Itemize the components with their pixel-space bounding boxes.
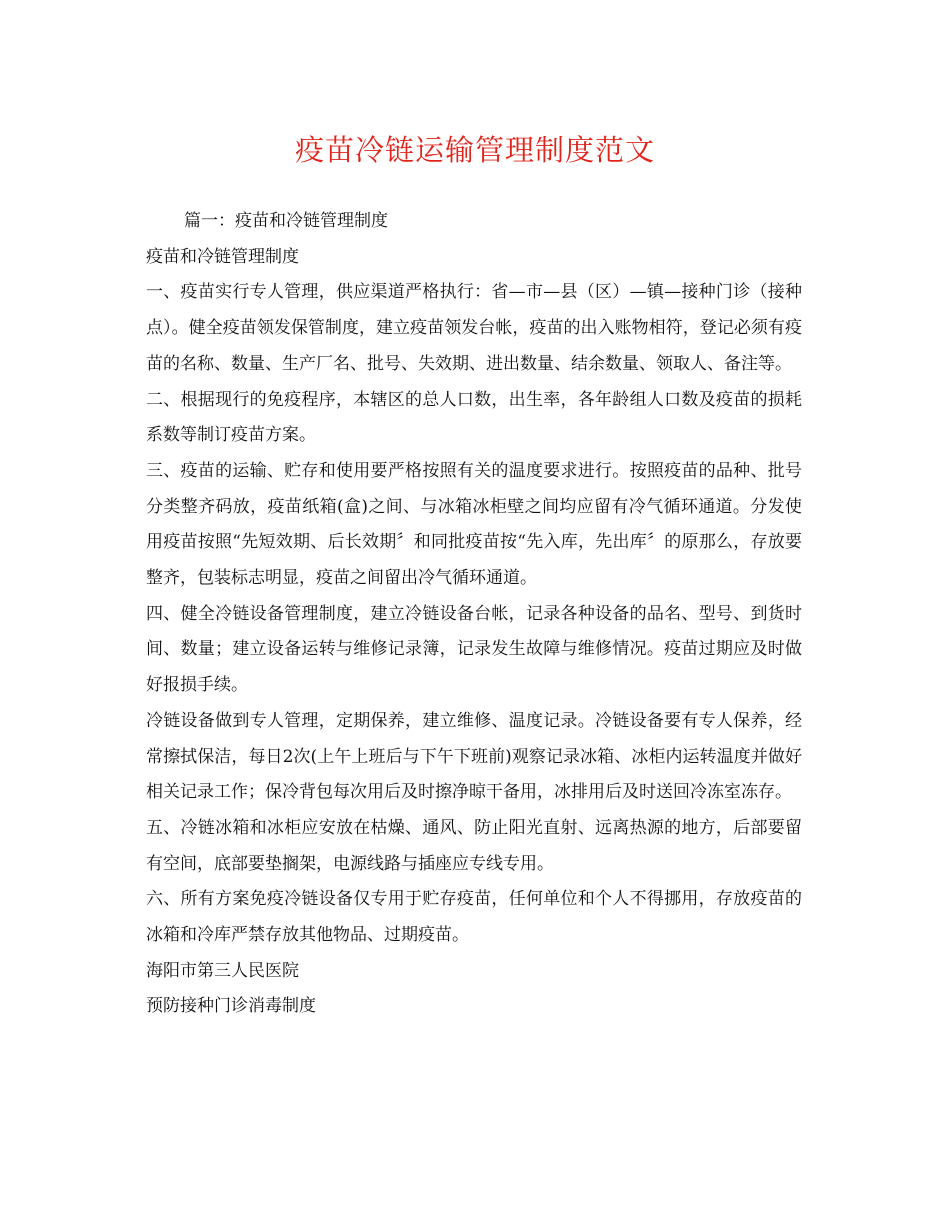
paragraph-item-2: 二、根据现行的免疫程序，本辖区的总人口数，出生率，各年龄组人口数及疫苗的损耗系数等制订疫苗方案。 [146,389,802,446]
document-body [146,204,802,1025]
paragraph-item-1: 一、疫苗实行专人管理，供应渠道严格执行：省—市—县（区）—镇—接种门诊（接种点）。健全疫苗领发保管制度，建立疫苗领发台帐，疫苗的出入账物相符，登记必须有疫苗的名称、数量、生产厂名、批号、失效期、进出数量、结余数量、领取人、备注等。 [146,282,802,374]
paragraph-item-5: 五、冷链冰箱和冰柜应安放在枯燥、通风、防止阳光直射、远离热源的地方，后部要留有空间，底部要垫搁架，电源线路与插座应专线专用。 [146,817,802,874]
document-title: 疫苗冷链运输管理制度范文 [294,133,655,167]
paragraph-equipment: 冷链设备做到专人管理，定期保养，建立维修、温度记录。冷链设备要有专人保养，经常擦拭保洁，每日2次(上午上班后与下午下班前)观察记录冰箱、冰柜内运转温度并做好相关记录工作；保冷背包每次用后及时擦净晾干备用，冰排用后及时送回冷冻室冻存。 [146,710,802,803]
subsection-heading: 疫苗和冷链管理制度 [146,246,299,267]
paragraph-item-4: 四、健全冷链设备管理制度，建立冷链设备台帐，记录各种设备的品名、型号、到货时间、数量；建立设备运转与维修记录簿，记录发生故障与维修情况。疫苗过期应及时做好报损手续。 [146,603,802,696]
section-heading: 篇一：疫苗和冷链管理制度 [184,211,388,231]
next-section-heading: 预防接种门诊消毒制度 [146,996,316,1017]
hospital-name: 海阳市第三人民医院 [146,960,299,981]
paragraph-item-6: 六、所有方案免疫冷链设备仅专用于贮存疫苗，任何单位和个人不得挪用，存放疫苗的冰箱和冷库严禁存放其他物品、过期疫苗。 [146,889,802,946]
paragraph-item-3: 三、疫苗的运输、贮存和使用要严格按照有关的温度要求进行。按照疫苗的品种、批号分类整齐码放，疫苗纸箱(盒)之间、与冰箱冰柜壁之间均应留有冷气循环通道。分发使用疫苗按照“先短效期、后长效期〞和同批疫苗按“先入库，先出库〞的原那么，存放要整齐，包装标志明显，疫苗之间留出冷气循环通道。 [146,460,802,589]
